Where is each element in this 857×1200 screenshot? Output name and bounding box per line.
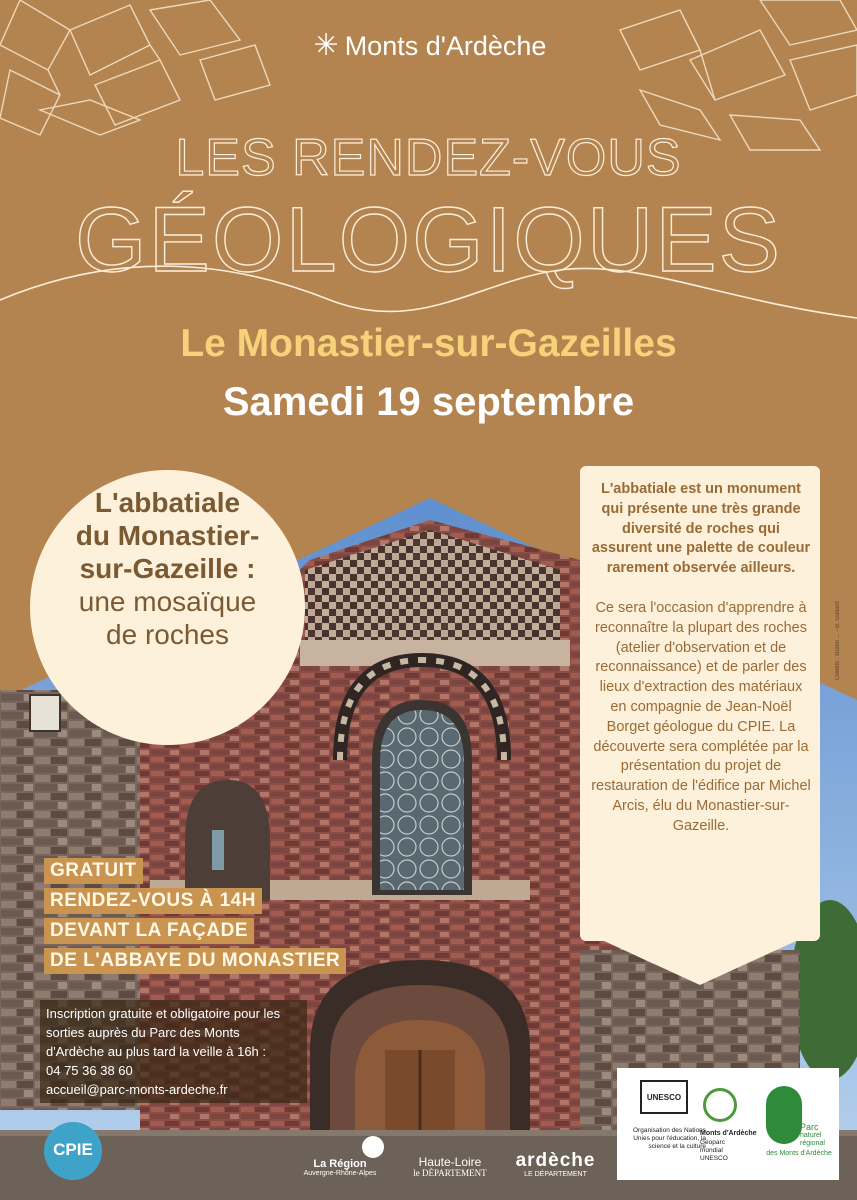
geoparc-caption: Géoparc mondial UNESCO [700, 1139, 728, 1162]
brand-name: Monts d'Ardèche [344, 31, 547, 61]
region-logo-icon [362, 1136, 384, 1158]
parc-line-2: naturel [800, 1132, 822, 1139]
registration-box [40, 1000, 307, 1103]
hauteloire-logo-sub: le DÉPARTEMENT [413, 1168, 487, 1178]
tag-place-2: DE L'ABBAYE DU MONASTIER [44, 948, 346, 974]
theme-bold-line: sur-Gazeille : [79, 553, 256, 584]
region-logo-sub: Auvergne-Rhône-Alpes [303, 1170, 377, 1177]
info-lead: L'abbatiale est un monument qui présente une très grande diversité de roches qui assurent une palette de couleur rarement observée ailleurs. [591, 481, 811, 577]
hauteloire-logo-name: Haute-Loire [418, 1155, 482, 1169]
parc-leaf-icon [766, 1086, 802, 1144]
info-panel-text [590, 480, 812, 857]
theme-regular-line: une mosaïque [78, 586, 257, 617]
registration-text: Inscription gratuite et obligatoire pour les sorties auprès du Parc des Monts d'Ardèche au plus tard la veille à 16h : [46, 1006, 281, 1059]
geoparc-caption-title: Monts d'Ardèche [700, 1130, 757, 1137]
unesco-caption: Organisation des Nations Unies pour l'éducation, la science et la culture [633, 1127, 706, 1150]
registration-email[interactable]: accueil@parc-monts-ardeche.fr [46, 1082, 228, 1097]
parc-line-1: Parc [800, 1122, 819, 1132]
star-logo-icon: ✳ [313, 29, 339, 62]
crystal-decoration-left [0, 0, 270, 135]
ardeche-logo-sub: LE DÉPARTEMENT [524, 1171, 587, 1178]
parc-line-3: régional [800, 1140, 825, 1147]
info-body: Ce sera l'occasion d'apprendre à reconnaître la plupart des roches (atelier d'observation et de reconnaissance) et de parler des lieux d'extraction des matériaux en compagnie de Jean-Noël Borget géologue du CPIE. La découverte sera complétée par la présentation du projet de restauration de l'édifice par Michel Arcis, élu du Monastier-sur-Gazeille. [591, 599, 811, 834]
registration-phone[interactable]: 04 75 36 38 60 [46, 1063, 133, 1078]
theme-bold-line: du Monastier- [75, 520, 260, 551]
tag-place: DEVANT LA FAÇADE [44, 918, 254, 944]
title-line-1: LES RENDEZ-VOUS [175, 129, 682, 187]
theme-regular-line: de roches [106, 619, 229, 650]
brand-header [300, 28, 560, 63]
title-line-2: GÉOLOGIQUES [74, 189, 783, 291]
geoparc-logo-icon [703, 1088, 737, 1122]
theme-circle-text [40, 486, 295, 651]
tag-free: GRATUIT [44, 858, 143, 884]
theme-bold-line: L'abbatiale [94, 487, 241, 518]
cpie-logo-text: CPIE [53, 1140, 93, 1159]
event-location: Le Monastier-sur-Gazeilles [180, 322, 677, 365]
parc-line-4: des Monts d'Ardèche [766, 1150, 832, 1157]
region-logo-name: La Région [313, 1158, 367, 1170]
tag-time: RENDEZ-VOUS À 14H [44, 888, 262, 914]
unesco-name: UNESCO [646, 1093, 682, 1102]
ardeche-logo-name: ardèche [515, 1150, 596, 1171]
event-date: Samedi 19 septembre [222, 380, 635, 424]
photo-credit: Crédits : studio ... - B. Gallard [835, 601, 841, 680]
